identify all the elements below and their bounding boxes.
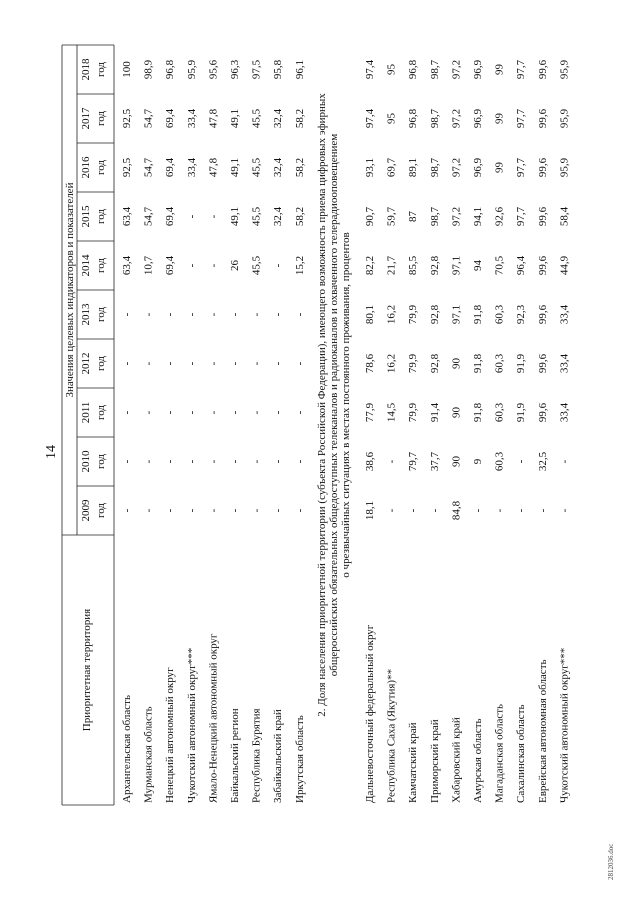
value-cell: -	[185, 508, 198, 513]
value-cell: 95	[385, 113, 398, 124]
table-body-bottom	[364, 59, 570, 803]
territory-name: Хабаровский край	[450, 717, 463, 803]
value-cell: 33,4	[185, 108, 198, 129]
territory-name: Магаданская область	[493, 703, 506, 803]
value-cell: 54,7	[142, 108, 155, 129]
value-cell: -	[293, 312, 306, 317]
value-cell: 70,5	[493, 255, 506, 276]
value-cell: 90	[450, 407, 463, 418]
value-cell: 96,1	[293, 59, 306, 80]
top-row	[294, 60, 306, 803]
value-cell: -	[121, 410, 133, 415]
value-cell: -	[229, 459, 241, 464]
year-header: 2011	[80, 401, 92, 424]
value-cell: 69,7	[385, 157, 398, 178]
territory-name: Камчатский край	[407, 722, 420, 803]
value-cell: 91,8	[472, 304, 484, 325]
bottom-row	[450, 60, 462, 803]
value-cell: -	[515, 459, 528, 464]
value-cell: 33,4	[185, 157, 198, 178]
value-cell: 95,9	[558, 59, 571, 80]
value-cell: 79,9	[407, 353, 420, 374]
value-cell: 97,2	[450, 206, 463, 227]
section-title-line: общероссийских обязательных общедоступных телеканалов и радиоканалов и охваченного телерадиооповещением	[328, 133, 340, 677]
value-cell: 91,9	[515, 353, 528, 374]
value-cell: 96,8	[407, 59, 420, 80]
value-cell: 69,4	[164, 206, 177, 227]
top-row	[121, 61, 133, 803]
year-unit: год	[95, 61, 107, 78]
value-cell: 99,6	[536, 304, 549, 325]
value-cell: 97,4	[364, 59, 376, 80]
territory-name: Приморский край	[428, 719, 441, 803]
territory-name: Ненецкий автономный округ	[164, 667, 177, 803]
bottom-row	[537, 59, 549, 803]
value-cell: -	[272, 312, 285, 317]
footer-code: 2812036.doc	[607, 843, 615, 880]
year-header: 2014	[80, 254, 92, 277]
value-cell: 95	[385, 64, 398, 75]
value-cell: 98,7	[428, 59, 441, 80]
territory-name: Байкальский регион	[229, 708, 241, 803]
territory-name: Иркутская область	[293, 715, 306, 803]
year-unit: год	[95, 208, 107, 225]
value-cell: -	[185, 361, 198, 366]
value-cell: 45,5	[250, 157, 263, 178]
value-cell: -	[472, 508, 484, 513]
value-cell: -	[121, 508, 133, 513]
value-cell: -	[250, 459, 263, 464]
value-cell: -	[207, 508, 220, 513]
value-cell: -	[185, 410, 198, 415]
value-cell: -	[229, 508, 241, 513]
value-cell: 79,9	[407, 304, 420, 325]
value-cell: 97,7	[515, 59, 528, 80]
value-cell: -	[293, 410, 306, 415]
value-cell: 90,7	[364, 206, 376, 227]
value-cell: -	[164, 508, 177, 513]
value-cell: -	[293, 459, 306, 464]
value-cell: 97,7	[515, 157, 528, 178]
value-cell: -	[250, 361, 263, 366]
value-cell: 97,4	[364, 108, 376, 129]
bottom-row	[515, 59, 527, 803]
value-cell: -	[250, 410, 263, 415]
year-unit: год	[95, 306, 107, 323]
year-unit: год	[95, 110, 107, 127]
value-cell: 32,5	[536, 451, 549, 472]
territory-name: Республика Бурятия	[250, 708, 263, 803]
value-cell: 96,9	[472, 59, 484, 80]
value-cell: -	[428, 508, 441, 513]
value-cell: 92,3	[515, 304, 528, 325]
value-cell: -	[207, 459, 220, 464]
top-row	[207, 59, 219, 803]
value-cell: 32,4	[272, 108, 285, 129]
value-cell: 91,4	[428, 402, 441, 423]
value-cell: 98,9	[142, 59, 155, 80]
value-cell: 95,6	[207, 59, 220, 80]
value-cell: -	[142, 508, 155, 513]
value-cell: 33,4	[558, 353, 571, 374]
value-cell: -	[164, 459, 177, 464]
value-cell: 91,8	[472, 353, 484, 374]
year-header: 2016	[80, 156, 92, 179]
value-cell: 98,7	[428, 206, 441, 227]
value-cell: 97,1	[450, 255, 463, 276]
value-cell: 97,2	[450, 59, 463, 80]
value-cell: -	[142, 410, 155, 415]
year-header: 2013	[80, 303, 92, 326]
value-cell: 97,2	[450, 108, 463, 129]
value-cell: 77,9	[364, 402, 376, 423]
value-cell: 78,6	[364, 353, 376, 374]
value-cell: 80,1	[364, 304, 376, 325]
value-cell: 98,7	[428, 157, 441, 178]
value-cell: 90	[450, 456, 463, 467]
value-cell: 96,3	[229, 59, 241, 80]
value-cell: 49,1	[229, 157, 241, 178]
territory-name: Республика Саха (Якутия)**	[385, 668, 398, 803]
value-cell: 85,5	[407, 255, 420, 276]
value-cell: 82,2	[364, 255, 376, 276]
value-cell: 89,1	[407, 157, 420, 178]
value-cell: 58,2	[293, 157, 306, 178]
year-unit: год	[95, 355, 107, 372]
value-cell: 33,4	[558, 402, 571, 423]
value-cell: -	[142, 361, 155, 366]
value-cell: 98,7	[428, 108, 441, 129]
value-cell: 91,8	[472, 402, 484, 423]
value-cell: 92,8	[428, 353, 441, 374]
value-cell: 59,7	[385, 206, 398, 227]
value-cell: 16,2	[385, 353, 398, 374]
top-row	[229, 59, 241, 803]
value-cell: 96,9	[472, 157, 484, 178]
value-cell: 96,8	[407, 108, 420, 129]
value-cell: 99,6	[536, 255, 549, 276]
table-body-top	[121, 59, 306, 803]
value-cell: 69,4	[164, 108, 177, 129]
value-cell: 95,9	[558, 108, 571, 129]
value-cell: -	[207, 312, 220, 317]
value-cell: -	[272, 410, 285, 415]
value-cell: 100	[121, 61, 133, 78]
bottom-row	[407, 59, 419, 803]
value-cell: 99,6	[536, 353, 549, 374]
value-cell: 60,3	[493, 304, 506, 325]
value-cell: 87	[407, 211, 420, 222]
value-cell: -	[121, 361, 133, 366]
value-cell: 97,2	[450, 157, 463, 178]
top-row	[186, 59, 198, 803]
value-cell: 91,9	[515, 402, 528, 423]
value-cell: -	[229, 312, 241, 317]
bottom-row	[558, 59, 570, 803]
value-cell: 60,3	[493, 402, 506, 423]
value-cell: 60,3	[493, 353, 506, 374]
value-cell: 99	[493, 162, 506, 173]
year-unit: год	[95, 404, 107, 421]
value-cell: -	[207, 410, 220, 415]
value-cell: 15,2	[293, 255, 306, 276]
value-cell: 32,4	[272, 206, 285, 227]
value-cell: -	[385, 459, 398, 464]
value-cell: 38,6	[364, 451, 376, 472]
value-cell: 63,4	[121, 206, 133, 227]
value-cell: 99,6	[536, 59, 549, 80]
value-cell: 94	[472, 260, 484, 271]
value-cell: 99	[493, 113, 506, 124]
bottom-row	[429, 59, 441, 803]
value-cell: 95,9	[185, 59, 198, 80]
page-number: 14	[44, 445, 59, 459]
value-cell: 84,8	[450, 500, 463, 521]
value-cell: -	[185, 459, 198, 464]
value-cell: 32,4	[272, 157, 285, 178]
territory-name: Чукотский автономный округ***	[558, 647, 571, 803]
value-cell: -	[250, 312, 263, 317]
value-cell: 97,7	[515, 108, 528, 129]
value-cell: 49,1	[229, 206, 241, 227]
year-unit: год	[95, 502, 107, 519]
value-cell: -	[272, 459, 285, 464]
value-cell: -	[185, 263, 198, 268]
value-cell: -	[558, 508, 571, 513]
year-header: 2018	[80, 58, 92, 81]
value-cell: 99,6	[536, 157, 549, 178]
territory-name: Сахалинская область	[515, 704, 528, 803]
value-cell: 45,5	[250, 108, 263, 129]
value-cell: 79,9	[407, 402, 420, 423]
year-header: 2015	[80, 205, 92, 228]
value-cell: 97,1	[450, 304, 463, 325]
value-cell: -	[185, 214, 198, 219]
value-cell: 96,8	[164, 59, 177, 80]
year-unit: год	[95, 453, 107, 470]
value-cell: 49,1	[229, 108, 241, 129]
value-cell: -	[272, 361, 285, 366]
year-unit: год	[95, 257, 107, 274]
value-cell: -	[272, 263, 285, 268]
value-cell: 79,7	[407, 451, 420, 472]
value-cell: 96,9	[472, 108, 484, 129]
value-cell: 97,7	[515, 206, 528, 227]
top-row	[164, 59, 176, 803]
value-cell: 92,5	[121, 108, 133, 129]
value-cell: -	[142, 459, 155, 464]
section-title	[316, 93, 352, 717]
value-cell: -	[207, 214, 220, 219]
value-cell: 99,6	[536, 108, 549, 129]
value-cell: 10,7	[142, 255, 155, 276]
value-cell: 47,8	[207, 157, 220, 178]
value-cell: -	[385, 508, 398, 513]
bottom-row	[386, 64, 398, 804]
territory-name: Амурская область	[472, 718, 484, 803]
value-cell: -	[293, 361, 306, 366]
territory-name: Еврейская автономная область	[536, 659, 549, 803]
value-cell: 44,9	[558, 255, 571, 276]
value-cell: -	[558, 459, 571, 464]
value-cell: -	[515, 508, 528, 513]
value-cell: 99,6	[536, 206, 549, 227]
value-cell: 21,7	[385, 255, 398, 276]
table-rotated-group	[62, 45, 570, 805]
value-cell: -	[207, 361, 220, 366]
year-header: 2010	[80, 450, 92, 473]
bottom-row	[472, 59, 484, 803]
territory-name: Забайкальский край	[272, 709, 285, 803]
value-cell: 93,1	[364, 157, 376, 178]
value-cell: 92,8	[428, 304, 441, 325]
value-cell: 9	[472, 458, 484, 465]
value-cell: -	[207, 263, 220, 268]
value-cell: -	[121, 312, 133, 317]
value-cell: 95,8	[272, 59, 285, 80]
value-cell: 94,1	[472, 206, 484, 227]
value-cell: 69,4	[164, 255, 177, 276]
value-cell: 69,4	[164, 157, 177, 178]
value-cell: -	[164, 312, 177, 317]
value-cell: -	[229, 361, 241, 366]
value-cell: 90	[450, 358, 463, 369]
value-cell: 95,9	[558, 157, 571, 178]
value-cell: -	[142, 312, 155, 317]
year-header: 2017	[80, 107, 92, 130]
value-cell: -	[164, 410, 177, 415]
value-cell: 45,5	[250, 206, 263, 227]
value-cell: -	[536, 508, 549, 513]
value-cell: 99,6	[536, 402, 549, 423]
value-cell: -	[493, 508, 506, 513]
value-cell: -	[121, 459, 133, 464]
year-header: 2009	[80, 499, 92, 522]
value-cell: 58,2	[293, 108, 306, 129]
value-cell: 92,6	[493, 206, 506, 227]
territory-name: Дальневосточный федеральный округ	[364, 624, 376, 803]
value-cell: -	[185, 312, 198, 317]
value-cell: -	[293, 508, 306, 513]
value-cell: 99	[493, 64, 506, 75]
territory-name: Чукотский автономный округ***	[185, 647, 198, 803]
value-cell: -	[250, 508, 263, 513]
value-cell: 16,2	[385, 304, 398, 325]
top-row	[143, 59, 155, 803]
top-row	[272, 59, 284, 803]
value-cell: 97,5	[250, 59, 263, 80]
territory-name: Ямало-Ненецкий автономный округ	[207, 633, 220, 803]
value-cell: 37,7	[428, 451, 441, 472]
value-cell: -	[272, 508, 285, 513]
value-cell: 54,7	[142, 206, 155, 227]
value-cell: 54,7	[142, 157, 155, 178]
header-group-title: Значения целевых индикаторов и показателей	[64, 182, 76, 398]
value-cell: 60,3	[493, 451, 506, 472]
value-cell: 58,2	[293, 206, 306, 227]
value-cell: 18,1	[364, 500, 376, 521]
value-cell: 14,5	[385, 402, 398, 423]
territory-name: Мурманская область	[142, 706, 155, 803]
top-row	[251, 59, 263, 803]
section-title-line: о чрезвычайных ситуациях в местах постоянного проживания, процентов	[340, 232, 352, 578]
value-cell: 92,8	[428, 255, 441, 276]
value-cell: 26	[229, 260, 241, 271]
value-cell: 92,5	[121, 157, 133, 178]
value-cell: 47,8	[207, 108, 220, 129]
value-cell: 63,4	[121, 255, 133, 276]
bottom-row	[364, 59, 376, 803]
value-cell: 45,5	[250, 255, 263, 276]
value-cell: 96,4	[515, 255, 528, 276]
header-territory: Приоритетная территория	[81, 608, 93, 732]
value-cell: -	[229, 410, 241, 415]
value-cell: 58,4	[558, 206, 571, 227]
year-unit: год	[95, 159, 107, 176]
value-cell: -	[164, 361, 177, 366]
territory-name: Архангельская область	[121, 695, 133, 803]
value-cell: 33,4	[558, 304, 571, 325]
bottom-row	[494, 64, 506, 804]
value-cell: -	[407, 508, 420, 513]
section-title-line: 2. Доля населения приоритетной территории (субъекта Российской Федерации), имеющего возможность приема цифровых эфирных	[316, 93, 328, 717]
year-header: 2012	[80, 352, 92, 375]
